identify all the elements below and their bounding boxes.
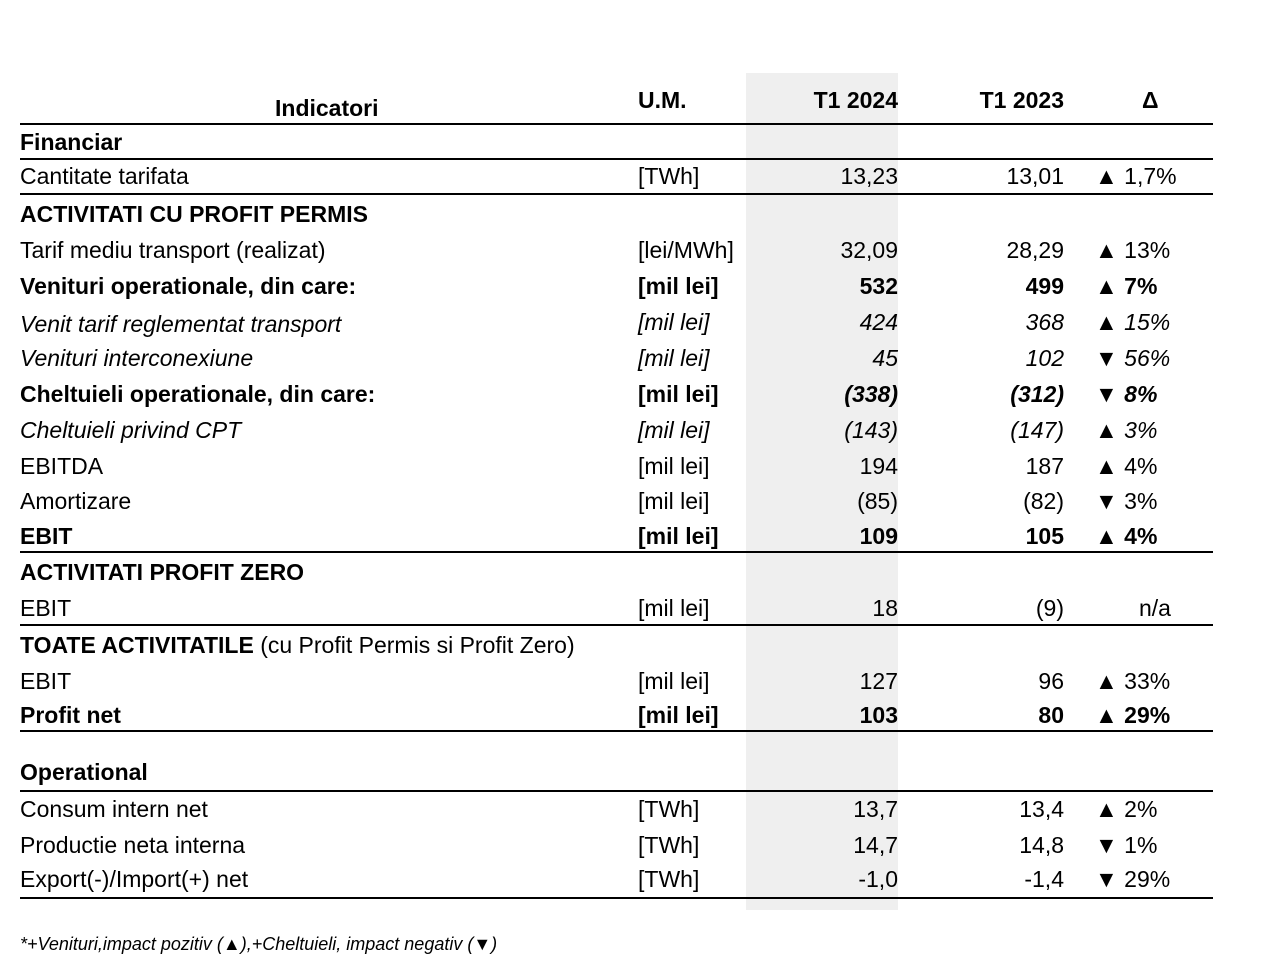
row-rule [20,897,1213,899]
row-value-2023: 13,01 [1006,163,1064,189]
row-value-2023: 14,8 [1019,832,1064,858]
section-title: ACTIVITATI PROFIT ZERO [20,559,305,585]
table-row [20,517,1213,553]
row-unit: [mil lei] [638,523,719,549]
section-profit-zero [20,553,1213,589]
table-row [20,863,1213,899]
row-label: EBIT [20,595,72,621]
row-value-2024: 13,7 [853,796,898,822]
row-value-2023: -1,4 [1024,866,1064,892]
row-delta: ▼ 3% [1095,488,1158,514]
row-label: Cheltuieli privind CPT [20,417,242,443]
table-header [20,73,1213,125]
row-delta: ▲ 2% [1095,796,1158,822]
row-value-2024: 14,7 [853,832,898,858]
row-label: Cheltuieli operationale, din care: [20,381,376,407]
row-unit: [mil lei] [638,273,719,299]
section-title: Financiar [20,129,123,155]
row-value-2023: 368 [1025,309,1064,335]
row-label: EBITDA [20,453,104,479]
row-label: Amortizare [20,488,132,514]
row-value-2024: 532 [859,273,898,299]
row-value-2023: 13,4 [1019,796,1064,822]
table-row [20,231,1213,267]
header-t1-2023: T1 2023 [979,87,1064,113]
row-unit: [mil lei] [638,345,710,371]
row-value-2024: 45 [872,345,898,371]
table-row [20,159,1213,195]
row-delta: n/a [1139,595,1171,621]
row-value-2023: 102 [1025,345,1064,371]
row-delta: ▲ 3% [1095,417,1158,443]
row-value-2023: 80 [1038,702,1064,728]
row-unit: [mil lei] [638,417,710,443]
header-t1-2024: T1 2024 [813,87,898,113]
row-unit: [mil lei] [638,381,719,407]
row-value-2024: 103 [859,702,898,728]
header-delta: Δ [1142,87,1159,113]
row-label: Venituri interconexiune [20,345,254,371]
section-profit-permis [20,195,1213,231]
row-unit: [mil lei] [638,595,710,621]
row-value-2024: 109 [859,523,898,549]
row-label: EBIT [20,668,72,694]
row-value-2023: (147) [1010,417,1064,443]
row-unit: [mil lei] [638,668,710,694]
header-unit: U.M. [638,87,687,113]
row-value-2023: (312) [1010,381,1064,407]
row-label: Venituri operationale, din care: [20,273,357,299]
row-delta: ▲ 7% [1095,273,1158,299]
table-row [20,828,1213,863]
table-row [20,662,1213,697]
table-row [20,339,1213,375]
row-label: Profit net [20,702,121,728]
row-delta: ▼ 8% [1095,381,1158,407]
section-title-note: (cu Profit Permis si Profit Zero) [253,632,575,658]
row-delta: ▲ 13% [1095,237,1171,263]
table-row [20,447,1213,482]
row-value-2024: 32,09 [840,237,898,263]
row-value-2024: (85) [857,488,898,514]
row-value-2023: 105 [1025,523,1064,549]
row-label: Cantitate tarifata [20,163,189,189]
section-financiar [20,125,1213,159]
table-row [20,303,1213,339]
row-delta: ▲ 1,7% [1095,163,1177,189]
section-title [20,634,575,657]
row-value-2024: 194 [859,453,898,479]
row-value-2023: 499 [1025,273,1064,299]
row-unit: [mil lei] [638,453,710,479]
section-operational [20,757,1213,792]
row-delta: ▲ 4% [1095,453,1158,479]
row-value-2024: (338) [844,381,898,407]
row-value-2023: 187 [1025,453,1064,479]
row-value-2024: 424 [859,309,898,335]
row-label: Export(-)/Import(+) net [20,866,249,892]
row-unit: [TWh] [638,866,700,892]
row-value-2023: (82) [1023,488,1064,514]
table-row [20,267,1213,303]
row-unit: [mil lei] [638,309,710,335]
row-value-2024: 18 [872,595,898,621]
section-title: ACTIVITATI CU PROFIT PERMIS [20,201,368,227]
header-indicator: Indicatori [275,95,379,121]
row-delta: ▲ 33% [1095,668,1171,694]
row-label: EBIT [20,523,73,549]
section-title-bold: TOATE ACTIVITATILE [20,632,254,658]
row-value-2024: (143) [844,417,898,443]
row-unit: [mil lei] [638,488,710,514]
row-label: Productie neta interna [20,832,246,858]
table-row [20,792,1213,828]
row-rule [20,730,1213,732]
row-unit: [mil lei] [638,702,719,728]
row-value-2023: 96 [1038,668,1064,694]
table-row [20,589,1213,626]
row-label: Consum intern net [20,796,208,822]
table-row [20,375,1213,411]
section-title: Operational [20,759,148,785]
section-toate-activitatile [20,626,1213,662]
row-value-2023: 28,29 [1006,237,1064,263]
table-row [20,411,1213,447]
row-label: Tarif mediu transport (realizat) [20,237,326,263]
indicators-table [20,73,1213,899]
table-row [20,482,1213,517]
row-value-2024: 13,23 [840,163,898,189]
row-value-2023: (9) [1035,595,1064,621]
row-unit: [TWh] [638,163,700,189]
row-delta: ▼ 56% [1095,345,1171,371]
row-delta: ▼ 1% [1095,832,1158,858]
row-delta: ▼ 29% [1095,866,1171,892]
row-value-2024: 127 [859,668,898,694]
row-delta: ▲ 29% [1095,702,1171,728]
row-delta: ▲ 4% [1095,523,1158,549]
row-delta: ▲ 15% [1095,309,1171,335]
footnote: *+Venituri,impact pozitiv (▲),+Cheltuieli, impact negativ (▼) [20,934,498,954]
row-unit: [lei/MWh] [638,237,734,263]
row-unit: [TWh] [638,832,700,858]
table-row [20,697,1213,757]
row-value-2024: -1,0 [858,866,898,892]
row-unit: [TWh] [638,796,700,822]
row-label: Venit tarif reglementat transport [20,311,342,337]
